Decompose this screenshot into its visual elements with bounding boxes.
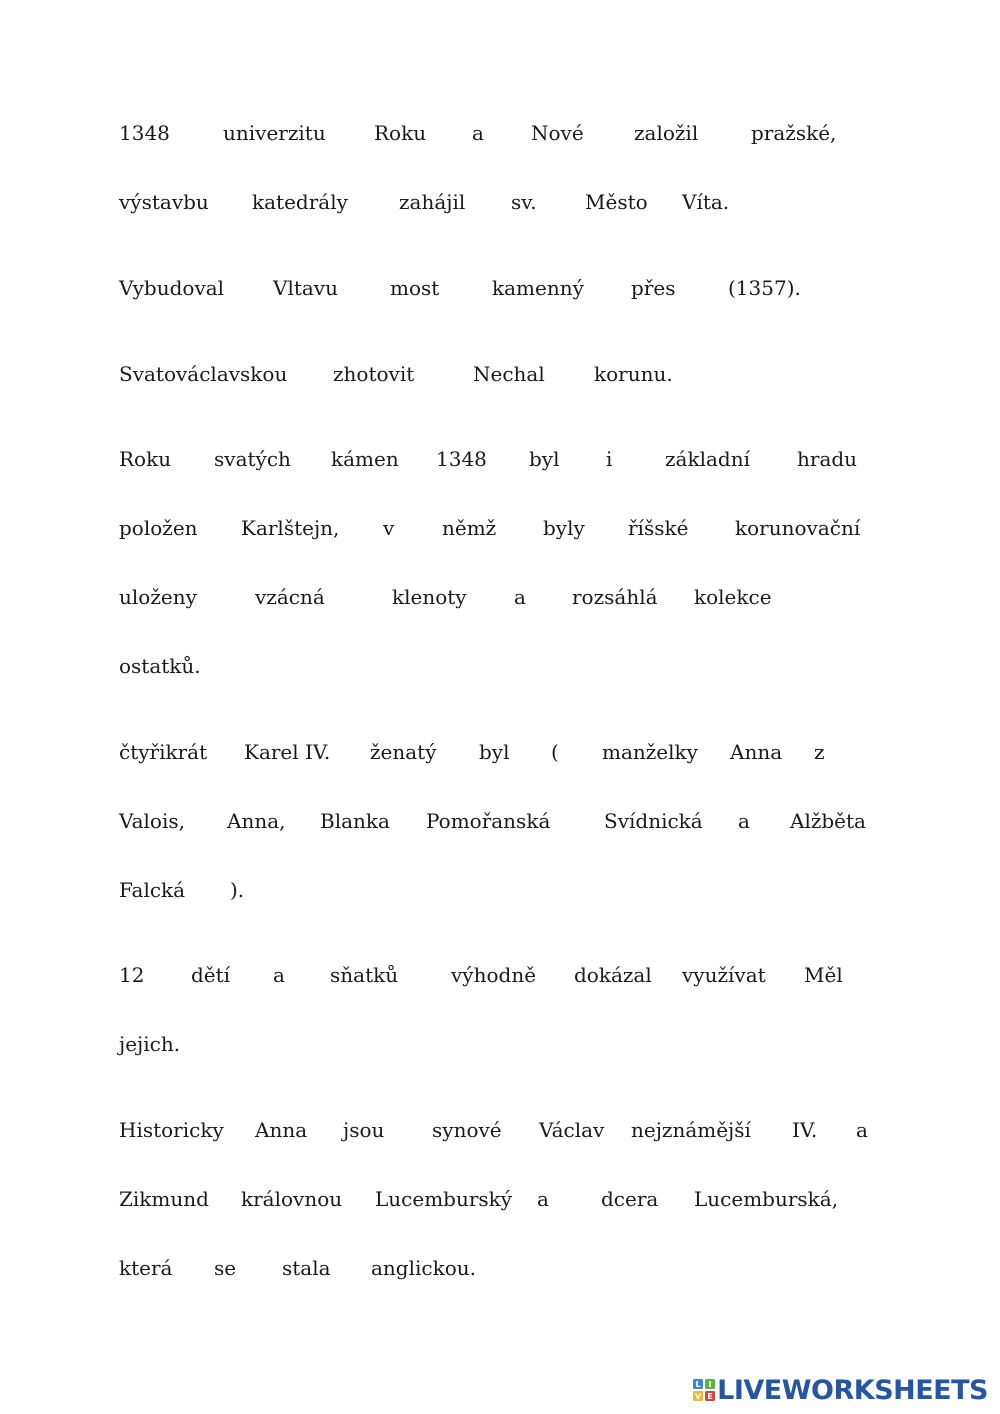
scrambled-word[interactable]: 1348: [119, 121, 170, 145]
text-line: [0, 1115, 1000, 1145]
text-line: [0, 187, 1000, 217]
scrambled-word[interactable]: Lucemburská,: [694, 1187, 839, 1211]
scrambled-word[interactable]: nejznámější: [631, 1118, 751, 1142]
scrambled-word[interactable]: pražské,: [751, 121, 837, 145]
scrambled-word[interactable]: přes: [631, 276, 676, 300]
scrambled-word[interactable]: Valois,: [119, 809, 185, 833]
scrambled-word[interactable]: a: [273, 963, 285, 987]
text-line: [0, 359, 1000, 389]
scrambled-word[interactable]: Vltavu: [273, 276, 338, 300]
text-line: [0, 273, 1000, 303]
scrambled-word[interactable]: a: [514, 585, 526, 609]
scrambled-word[interactable]: Svatováclavskou: [119, 362, 288, 386]
scrambled-word[interactable]: dětí: [191, 963, 231, 987]
scrambled-word[interactable]: němž: [442, 516, 497, 540]
text-line: [0, 1029, 1000, 1059]
scrambled-word[interactable]: rozsáhlá: [572, 585, 658, 609]
scrambled-word[interactable]: a: [537, 1187, 549, 1211]
scrambled-word[interactable]: (1357).: [728, 276, 801, 300]
scrambled-word[interactable]: z: [814, 740, 825, 764]
text-line: [0, 444, 1000, 474]
scrambled-word[interactable]: výhodně: [451, 963, 537, 987]
scrambled-word[interactable]: Roku: [119, 447, 172, 471]
scrambled-word[interactable]: Vybudoval: [119, 276, 225, 300]
svg-text:L: L: [695, 1380, 701, 1389]
text-line: [0, 737, 1000, 767]
scrambled-word[interactable]: ).: [230, 878, 245, 902]
scrambled-word[interactable]: kolekce: [694, 585, 772, 609]
scrambled-word[interactable]: Pomořanská: [426, 809, 551, 833]
scrambled-word[interactable]: Lucemburský: [375, 1187, 513, 1211]
scrambled-word[interactable]: korunovační: [735, 516, 861, 540]
scrambled-word[interactable]: (: [551, 740, 559, 764]
text-line: [0, 1184, 1000, 1214]
scrambled-word[interactable]: svatých: [214, 447, 291, 471]
scrambled-word[interactable]: říšské: [628, 516, 689, 540]
scrambled-word[interactable]: jejich.: [119, 1032, 181, 1056]
scrambled-word[interactable]: i: [606, 447, 613, 471]
scrambled-word[interactable]: dcera: [601, 1187, 659, 1211]
scrambled-word[interactable]: a: [856, 1118, 868, 1142]
scrambled-word[interactable]: Měl: [804, 963, 843, 987]
scrambled-word[interactable]: zahájil: [399, 190, 466, 214]
scrambled-word[interactable]: Historicky: [119, 1118, 224, 1142]
text-line: [0, 582, 1000, 612]
scrambled-word[interactable]: 12: [119, 963, 145, 987]
scrambled-word[interactable]: manželky: [602, 740, 698, 764]
scrambled-word[interactable]: Roku: [374, 121, 427, 145]
scrambled-word[interactable]: katedrály: [252, 190, 348, 214]
scrambled-word[interactable]: Svídnická: [604, 809, 703, 833]
svg-text:E: E: [707, 1392, 713, 1401]
scrambled-word[interactable]: Nechal: [473, 362, 545, 386]
scrambled-word[interactable]: se: [214, 1256, 237, 1280]
scrambled-word[interactable]: 1348: [436, 447, 487, 471]
text-line: [0, 960, 1000, 990]
scrambled-word[interactable]: vzácná: [255, 585, 325, 609]
scrambled-word[interactable]: Anna,: [227, 809, 286, 833]
scrambled-word[interactable]: jsou: [343, 1118, 385, 1142]
text-line: [0, 806, 1000, 836]
scrambled-word[interactable]: a: [472, 121, 484, 145]
liveworksheets-mark-icon: [693, 1379, 715, 1401]
scrambled-word[interactable]: sňatků: [330, 963, 399, 987]
scrambled-word[interactable]: hradu: [797, 447, 858, 471]
scrambled-word[interactable]: univerzitu: [223, 121, 326, 145]
scrambled-word[interactable]: Město: [585, 190, 648, 214]
scrambled-word[interactable]: a: [738, 809, 750, 833]
scrambled-word[interactable]: Falcká: [119, 878, 186, 902]
scrambled-word[interactable]: položen: [119, 516, 198, 540]
scrambled-word[interactable]: Anna: [255, 1118, 308, 1142]
scrambled-word[interactable]: Alžběta: [790, 809, 866, 833]
scrambled-word[interactable]: čtyřikrát: [119, 740, 208, 764]
text-line: [0, 875, 1000, 905]
scrambled-word[interactable]: královnou: [241, 1187, 343, 1211]
svg-text:V: V: [695, 1392, 702, 1401]
scrambled-word[interactable]: byl: [529, 447, 560, 471]
text-line: [0, 118, 1000, 148]
scrambled-word[interactable]: ostatků.: [119, 654, 201, 678]
scrambled-word[interactable]: most: [390, 276, 440, 300]
svg-text:I: I: [708, 1380, 712, 1389]
scrambled-word[interactable]: IV.: [792, 1118, 818, 1142]
scrambled-word[interactable]: Blanka: [320, 809, 390, 833]
scrambled-word[interactable]: Anna: [730, 740, 783, 764]
text-line: [0, 651, 1000, 681]
liveworksheets-logo: [693, 1372, 988, 1408]
scrambled-word[interactable]: stala: [282, 1256, 331, 1280]
scrambled-word[interactable]: výstavbu: [119, 190, 209, 214]
scrambled-word[interactable]: kamenný: [492, 276, 584, 300]
text-line: [0, 513, 1000, 543]
scrambled-word[interactable]: Karel IV.: [244, 740, 331, 764]
scrambled-word[interactable]: zhotovit: [333, 362, 415, 386]
scrambled-word[interactable]: byl: [479, 740, 510, 764]
text-line: [0, 1253, 1000, 1283]
scrambled-word[interactable]: Víta.: [682, 190, 730, 214]
scrambled-word[interactable]: která: [119, 1256, 173, 1280]
scrambled-word[interactable]: založil: [634, 121, 699, 145]
scrambled-word[interactable]: základní: [665, 447, 750, 471]
scrambled-word[interactable]: Václav: [539, 1118, 605, 1142]
scrambled-word[interactable]: korunu.: [594, 362, 673, 386]
scrambled-word[interactable]: kámen: [331, 447, 399, 471]
scrambled-word[interactable]: anglickou.: [371, 1256, 476, 1280]
scrambled-word[interactable]: Karlštejn,: [241, 516, 340, 540]
scrambled-word[interactable]: v: [383, 516, 395, 540]
scrambled-word[interactable]: synové: [432, 1118, 502, 1142]
scrambled-word[interactable]: ženatý: [370, 740, 437, 764]
scrambled-word[interactable]: Zikmund: [119, 1187, 209, 1211]
scrambled-word[interactable]: byly: [543, 516, 585, 540]
scrambled-word[interactable]: dokázal: [574, 963, 652, 987]
logo-text: LIVEWORKSHEETS: [717, 1374, 988, 1406]
scrambled-word[interactable]: Nové: [531, 121, 584, 145]
scrambled-word[interactable]: sv.: [511, 190, 537, 214]
scrambled-word[interactable]: klenoty: [392, 585, 467, 609]
scrambled-word[interactable]: uloženy: [119, 585, 197, 609]
scrambled-word[interactable]: využívat: [682, 963, 766, 987]
